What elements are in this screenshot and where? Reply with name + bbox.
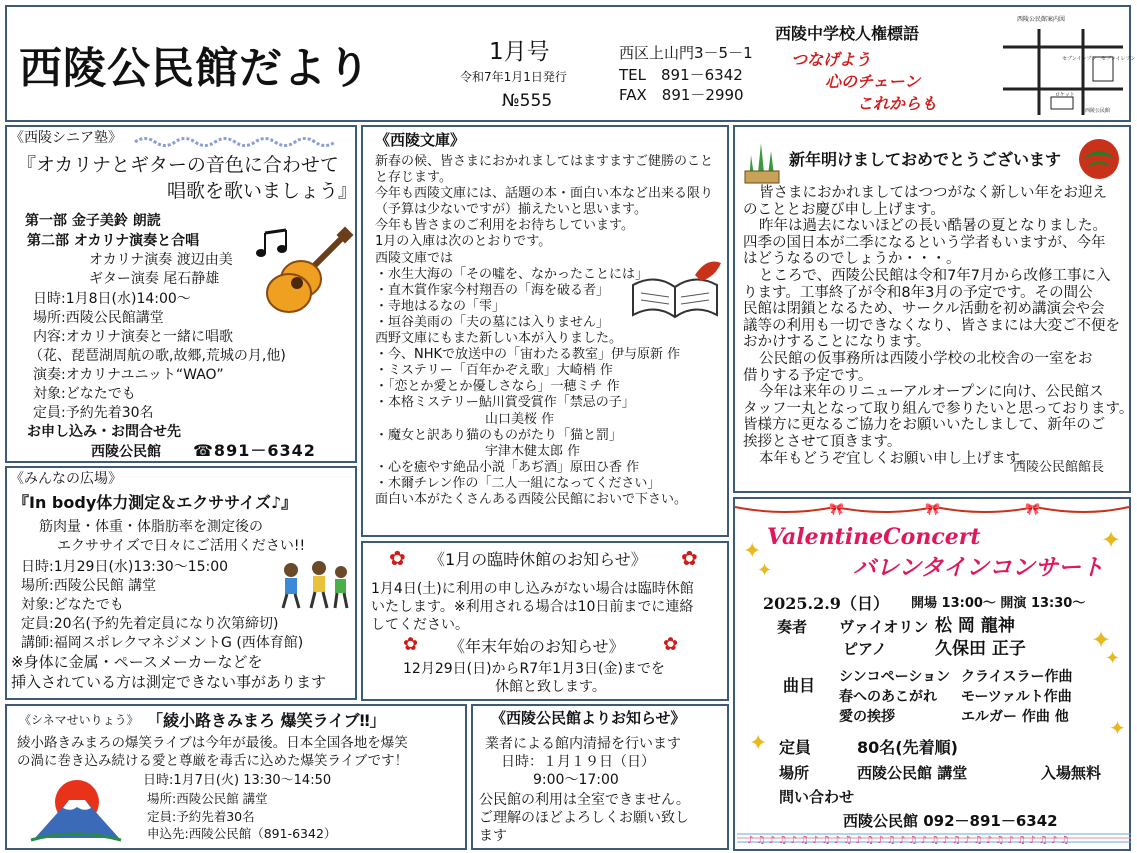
- program-composer: エルガー 作曲 他: [961, 709, 1069, 725]
- bunko-line: ・心を癒やす絶品小説「あぢ酒」原田ひ香 作: [375, 459, 640, 475]
- valentine-title-en: ValentineConcert: [767, 524, 981, 550]
- bunko-line: ・垣谷美雨の「夫の墓には入りません」: [375, 314, 610, 330]
- senior-title-2: 唱歌を歌いましょう』: [167, 180, 358, 202]
- closure-title-2: 《年末年始のお知らせ》: [449, 637, 625, 656]
- closure-line-2: 12月29日(日)からR7年1月3日(金)までを: [403, 661, 665, 677]
- greeting-line: 議等の利用も一切できなくなり、皆さまには大変ご不便を: [743, 317, 1120, 334]
- map-label-4: セブンイレブン: [1101, 56, 1136, 62]
- place-label: 場所: [779, 764, 810, 782]
- closure-line-2: 休館と致します。: [495, 679, 606, 695]
- cinema-tag: 《シネマせいりょう》: [19, 713, 139, 727]
- greeting-line: ところで、西陵公民館は令和7年7月から改修工事に入: [759, 267, 1111, 284]
- senior-line: 対象:どなたでも: [33, 386, 136, 402]
- sparkle-icon: ✦: [1105, 648, 1121, 669]
- greeting-box: [733, 125, 1134, 493]
- admission-fee: 入場無料: [1041, 764, 1102, 782]
- greeting-line: タッフ一丸となって取り組んで参りたいと思っております。: [743, 400, 1134, 417]
- bunko-line: ・ミステリー「百年かぞえ歌」大崎梢 作: [375, 363, 613, 379]
- senior-line: （花、琵琶湖周航の歌,故郷,荒城の月,他): [29, 348, 286, 364]
- greeting-line: はどうなるのでしょうか・・・。: [743, 251, 961, 268]
- cinema-box: [5, 704, 467, 850]
- fax: FAX 891－2990: [619, 86, 744, 104]
- senior-details: [29, 290, 286, 423]
- plaza-line: 筋肉量・体重・体脂肪率を測定後の: [39, 519, 263, 535]
- greeting-line: 民館は閉鎖となるため、サークル活動を初め講演会や会: [743, 301, 1105, 318]
- bunko-line: 山口美桜 作: [485, 411, 555, 427]
- concert-date: 2025.2.9（日）: [763, 594, 889, 613]
- performer1-name: 松 岡 龍神: [935, 616, 1015, 636]
- bunko-line: ・「恋とか愛とか優しさなら」一穂ミチ 作: [375, 379, 620, 395]
- senior-line: 日時:1月8日(水)14:00～: [33, 291, 191, 307]
- senior-contact-name: 西陵公民館: [91, 444, 161, 460]
- performers-label: 奏者: [777, 618, 808, 636]
- cinema-detail: 日時:1月7日(火) 13:30～14:50: [143, 773, 332, 788]
- slogan-line-1: つなげよう: [791, 50, 872, 69]
- capacity-label: 定員: [779, 738, 812, 757]
- bunko-line: 1月の入庫は次のとおりです。: [375, 234, 552, 250]
- wave-decoration: [135, 135, 345, 149]
- bunko-text: [375, 154, 713, 508]
- slogan-line-3: これからも: [857, 94, 938, 113]
- senior-performer-2: ギター演奏 尾石静雄: [89, 271, 220, 287]
- issue-number: №555: [502, 91, 553, 111]
- closure-line: いたします。※利用される場合は10日前までに連絡: [371, 599, 694, 615]
- place: 西陵公民館 講堂: [857, 764, 968, 782]
- music-staff-decoration: [737, 831, 1131, 847]
- access-map: [995, 17, 1125, 117]
- senior-part1: 第一部 金子美鈴 朗読: [25, 213, 161, 229]
- bunko-line: 西野文庫にもまた新しい本が入りました。: [375, 331, 623, 347]
- plaza-line: 場所:西陵公民館 講堂: [21, 578, 157, 594]
- plaza-line: 挿入されている方は測定できない事があります: [11, 673, 327, 691]
- senior-performer-1: オカリナ演奏 渡辺由美: [89, 252, 233, 268]
- bunko-line: ・今、NHKで放送中の「宙わたる教室」伊与原新 作: [375, 347, 681, 363]
- sparkle-icon: ✦: [1109, 716, 1126, 740]
- sparkle-icon: ✦: [757, 560, 773, 581]
- notice-box: [471, 704, 729, 850]
- plaza-box: [5, 466, 357, 700]
- program-composer: クライスラー作曲: [961, 669, 1073, 685]
- bunko-line: ・本格ミステリー鮎川賞受賞作「禁忌の子」: [375, 395, 635, 411]
- greeting-text: [743, 185, 1133, 467]
- program-composer: モーツァルト作曲: [961, 689, 1072, 705]
- sparkle-icon: ✦: [743, 539, 762, 564]
- closure-line: してください。: [371, 617, 469, 633]
- map-label-2: 西陵公民館: [1085, 108, 1111, 114]
- plaza-line: ※身体に金属・ペースメーカーなどを: [11, 653, 263, 671]
- map-label-3: ロケット: [1055, 92, 1075, 98]
- program-label: 曲目: [783, 676, 816, 695]
- bunko-tag: 《西陵文庫》: [375, 131, 466, 149]
- bunko-line: ・魔女と訳あり猫のものがたり「猫と罰」: [375, 427, 623, 443]
- greeting-line: 挨拶とさせて頂きます。: [743, 433, 902, 450]
- bunko-line: （予算は少ないですが）揃えたいと思います。: [375, 202, 647, 218]
- greeting-line: 皆さまにおかれましてはつつがなく新しい年をお迎え: [759, 185, 1107, 201]
- guitar-icon: [265, 227, 355, 317]
- senior-line: 場所:西陵公民館講堂: [33, 310, 164, 326]
- concert-times: 開場 13:00～ 開演 13:30～: [911, 596, 1086, 611]
- pine-icon: [1073, 137, 1125, 181]
- plaza-title: 『In body体力測定＆エクササイズ♪』: [13, 493, 298, 512]
- plum-icon: ✿: [403, 634, 419, 655]
- plaza-line: エクササイズで日々にご活用ください!!: [57, 538, 306, 554]
- svg-text:🎀: 🎀: [925, 502, 940, 516]
- senior-contact-label: お申し込み・お問合せ先: [27, 424, 181, 440]
- senior-title-1: 『オカリナとギターの音色に合わせて: [17, 154, 339, 176]
- closure-box: [361, 541, 729, 701]
- cinema-title: 「綾小路きみまろ 爆笑ライブ‼」: [147, 711, 386, 730]
- svg-text:♪ ♫ ♪ ♫ ♪ ♫ ♪ ♫ ♪ ♫ ♪ ♫ ♪ ♫ ♪: ♪ ♫ ♪ ♫ ♪ ♫ ♪ ♫ ♪ ♫ ♪ ♫ ♪ ♫ ♪ ♫ ♪ ♫ ♪ ♫ ♪ ♫ ♪ ♫ ♪ ♫ ♪ ♫ ♪ ♫: [747, 835, 1070, 846]
- cinema-line: の渦に巻き込み続ける愛と尊厳を毒舌に込めた爆笑ライブです！: [17, 753, 409, 769]
- kids-exercise-icon: [277, 558, 352, 613]
- plaza-line: 対象:どなたでも: [21, 597, 124, 613]
- map-title: 西陵公民館案内図: [1017, 16, 1066, 23]
- sparkle-icon: ✦: [1101, 526, 1122, 554]
- greeting-line: 今年は来年のリニューアルオープンに向け、公民館ス: [759, 384, 1104, 401]
- notice-line: 日時：１月１９日（日）: [501, 754, 655, 770]
- notice-line: 公民館の利用は全室できません。: [479, 792, 690, 808]
- senior-line: 定員:予約先着30名: [33, 405, 154, 421]
- bunko-line: 面白い本がたくさんある西陵公民館においで下さい。: [375, 491, 688, 507]
- greeting-line: 公民館の仮事務所は西陵小学校の北校舎の一室をお: [759, 350, 1093, 367]
- bunko-line: 新春の候、皆さまにおかれましてはますますご健勝のこと: [375, 154, 714, 169]
- plum-icon: ✿: [389, 546, 406, 570]
- plum-icon: ✿: [681, 546, 698, 570]
- performer2-instrument: ピアノ: [843, 640, 887, 658]
- closure-line: 1月4日(土)に利用の申し込みがない場合は臨時休館: [371, 581, 694, 597]
- tel: TEL 891－6342: [619, 66, 743, 84]
- greeting-line: おかけすることになります。: [743, 334, 931, 351]
- senior-line: 内容:オカリナ演奏と一緒に唱歌: [33, 329, 234, 345]
- plum-icon: ✿: [663, 634, 679, 655]
- notice-title: 《西陵公民館よりお知らせ》: [491, 709, 686, 727]
- bunko-line: ・直木賞作家今村翔吾の「海を破る者」: [375, 282, 610, 298]
- contact-label: 問い合わせ: [779, 788, 855, 806]
- program-piece: シンコペーション: [839, 669, 951, 685]
- ribbon-garland: [735, 501, 1129, 519]
- plaza-line: 講師:福岡スポレクマネジメントG (西体育館): [21, 635, 304, 651]
- greeting-line: 昨年は過去にないほどの長い酷暑の夏となりました。: [759, 218, 1107, 235]
- cinema-detail: 定員:予約先着30名: [147, 809, 255, 824]
- program-piece: 春へのあこがれ: [839, 689, 937, 705]
- contact: 西陵公民館 092－891－6342: [843, 812, 1058, 830]
- valentine-title-jp: バレンタインコンサート: [853, 555, 1105, 581]
- bunko-line: 今年も皆さまのご利用をお待ちしています。: [375, 218, 634, 234]
- senior-box: [5, 125, 357, 463]
- sparkle-icon: ✦: [1091, 626, 1112, 654]
- slogan-line-2: 心のチェーン: [825, 72, 921, 91]
- bunko-line: 西陵文庫では: [375, 250, 454, 266]
- capacity: 80名(先着順): [857, 738, 958, 757]
- bunko-line: 宇津木健太郎 作: [485, 443, 581, 459]
- svg-text:🎀: 🎀: [1025, 502, 1040, 516]
- bunko-box: [361, 125, 729, 537]
- plaza-line: 定員:20名(予約先着定員になり次第締切): [21, 616, 279, 632]
- plaza-line: 日時:1月29日(水)13:30～15:00: [21, 559, 229, 575]
- open-book-icon: [625, 255, 725, 323]
- closure-title: 《1月の臨時休館のお知らせ》: [429, 550, 647, 569]
- bunko-line: と存じます。: [375, 170, 452, 186]
- map-label-1: セブンイレブン: [1062, 56, 1097, 62]
- cinema-detail: 場所:西陵公民館 講堂: [147, 791, 268, 806]
- senior-contact-tel: ☎891－6342: [193, 441, 316, 460]
- bunko-line: ・木爾チレン作の「二人一組になってください」: [375, 475, 661, 491]
- address: 西区上山門3－5－1: [619, 44, 753, 62]
- senior-line: 演奏:オカリナユニット“WAO”: [33, 367, 224, 383]
- svg-text:🎀: 🎀: [829, 502, 844, 516]
- issue-date: 令和7年1月1日発行: [460, 70, 567, 84]
- greeting-title: 新年明けましておめでとうございます: [789, 150, 1062, 169]
- greeting-line: 四季の国日本が二季になるという学者もいますが、今年: [743, 234, 1106, 251]
- bunko-line: 今年も西陵文庫には、話題の本・面白い本など出来る限り: [375, 186, 714, 202]
- greeting-line: のこととお慶び申し上げます。: [743, 201, 945, 218]
- greeting-line: ります。工事終了が令和8年3月の予定です。その間公: [743, 284, 1093, 301]
- performer1-instrument: ヴァイオリン: [839, 618, 929, 636]
- slogan-title: 西陵中学校人権標語: [775, 24, 920, 43]
- greeting-signature: 西陵公民館館長: [1013, 460, 1105, 475]
- sparkle-icon: ✦: [749, 731, 768, 756]
- senior-part2: 第二部 オカリナ演奏と合唱: [27, 233, 200, 249]
- notice-line: 業者による館内清掃を行います: [485, 736, 681, 752]
- notice-line: 9:00～17:00: [533, 772, 619, 788]
- header-box: [5, 5, 1136, 122]
- performer2-name: 久保田 正子: [935, 639, 1026, 659]
- bunko-line: ・水生大海の「その噓を、なかったことには」: [375, 266, 649, 282]
- plaza-tag: 《みんなの広場》: [10, 471, 122, 487]
- bunko-line: ・寺地はるなの「雫」: [375, 298, 506, 314]
- greeting-line: 皆様方に更なるご協力をお願いいたしまして、新年のご: [743, 417, 1106, 434]
- program-piece: 愛の挨拶: [839, 709, 895, 725]
- newsletter-title: 西陵公民館だより: [19, 44, 371, 94]
- senior-tag: 《西陵シニア塾》: [10, 130, 122, 146]
- cinema-line: 綾小路きみまろの爆笑ライブは今年が最後。日本全国各地を爆笑: [17, 735, 408, 751]
- mount-fuji-sunrise-icon: [29, 772, 121, 844]
- issue-month: 1月号: [489, 39, 550, 65]
- kadomatsu-icon: [739, 133, 783, 185]
- notice-line: ご理解のほどよろしくお願い致し: [479, 810, 689, 826]
- valentine-box: [733, 497, 1131, 851]
- greeting-line: 借りする予定です。: [743, 367, 873, 384]
- cinema-detail: 申込先:西陵公民館（891-6342）: [147, 826, 337, 841]
- notice-line: ます: [479, 828, 507, 844]
- greeting-line: 本年もどうぞ宜しくお願い申し上げます。: [759, 450, 1034, 467]
